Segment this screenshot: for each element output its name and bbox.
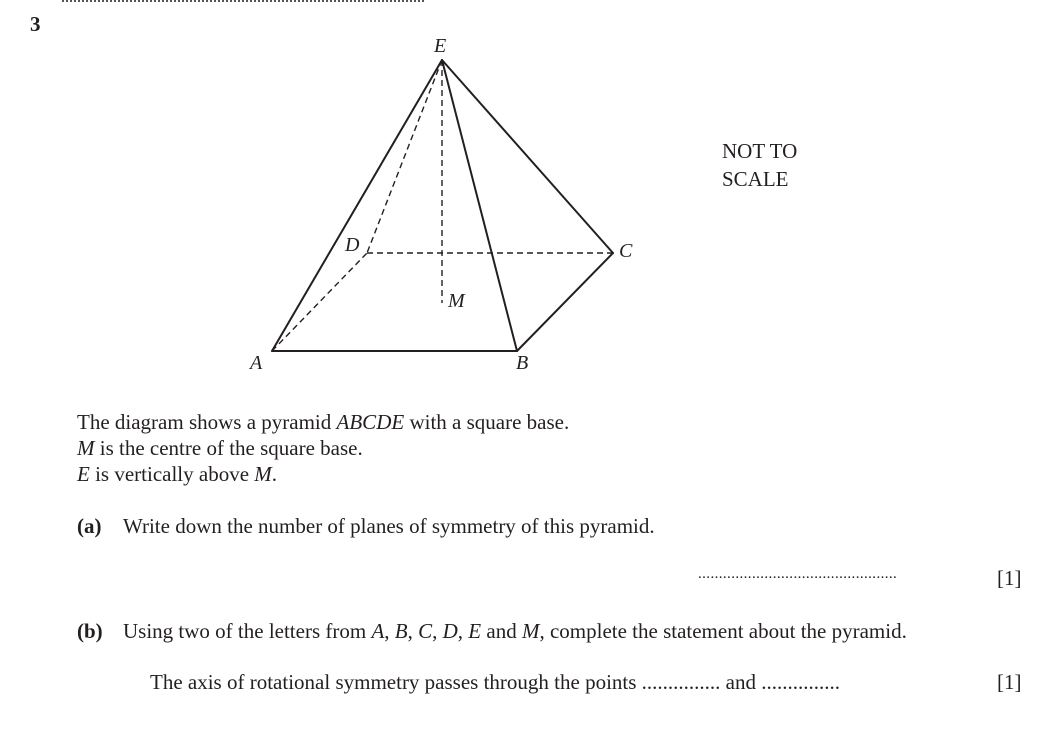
intro-line-2: [77, 435, 569, 461]
not-to-scale-line-2: SCALE: [722, 167, 789, 191]
part-a-question: [77, 513, 655, 539]
part-b-label: (b): [77, 619, 103, 643]
part-b-marks: [1]: [997, 670, 1022, 694]
letter-D: D: [442, 619, 458, 643]
part-a-text: Write down the number of planes of symmetry of this pyramid.: [123, 514, 655, 538]
sep-2: ,: [407, 619, 419, 643]
part-b-text-end: , complete the statement about the pyramid.: [539, 619, 907, 643]
intro-line-3: [77, 461, 569, 487]
sep-4: ,: [457, 619, 469, 643]
intro-line-1-text: The diagram shows a pyramid: [77, 410, 337, 434]
vertex-label-E: E: [434, 35, 447, 57]
intro-line-1: [77, 409, 569, 435]
intro-line-2-letter: M: [77, 436, 95, 460]
vertex-label-D: D: [345, 234, 360, 256]
part-b-text-start: Using two of the letters from: [123, 619, 372, 643]
part-a-label: (a): [77, 514, 102, 538]
edge-ED-hidden: [367, 60, 442, 253]
vertex-label-B: B: [516, 352, 529, 374]
not-to-scale-note: [722, 137, 797, 193]
intro-line-2-text: is the centre of the square base.: [94, 436, 363, 460]
part-b-and: and: [725, 670, 756, 694]
sep-3: ,: [432, 619, 443, 643]
intro-line-3-letter-2: M: [254, 462, 272, 486]
letter-A: A: [371, 619, 385, 643]
vertex-label-A: A: [250, 352, 263, 374]
part-b-answer-dots-2[interactable]: ...............: [761, 670, 840, 694]
part-b-statement-text: The axis of rotational symmetry passes through the points: [150, 670, 637, 694]
not-to-scale-line-1: NOT TO: [722, 139, 798, 163]
intro-line-1-end: with a square base.: [404, 410, 570, 434]
sep-1: ,: [384, 619, 395, 643]
and-word: and: [481, 619, 522, 643]
intro-line-3-text: is vertically above: [89, 462, 255, 486]
edge-EA: [272, 60, 442, 351]
intro-line-3-letter-1: E: [77, 462, 90, 486]
edge-BC: [517, 253, 613, 351]
letter-B: B: [394, 619, 408, 643]
part-a-answer-line[interactable]: ................................................: [698, 566, 898, 582]
point-label-M: M: [448, 290, 465, 312]
pyramid-name: ABCDE: [336, 410, 405, 434]
part-b-statement: [150, 670, 840, 695]
edge-AD-hidden: [272, 253, 367, 351]
question-intro: [77, 409, 569, 487]
intro-line-3-end: .: [271, 462, 278, 486]
letter-C: C: [418, 619, 433, 643]
letter-E: E: [468, 619, 482, 643]
question-number: 3: [30, 12, 41, 36]
part-a-marks: [1]: [997, 566, 1022, 590]
part-b-answer-dots-1[interactable]: ...............: [641, 670, 721, 694]
part-b-question: [77, 618, 907, 644]
letter-M: M: [521, 619, 540, 643]
vertex-label-C: C: [619, 240, 633, 262]
